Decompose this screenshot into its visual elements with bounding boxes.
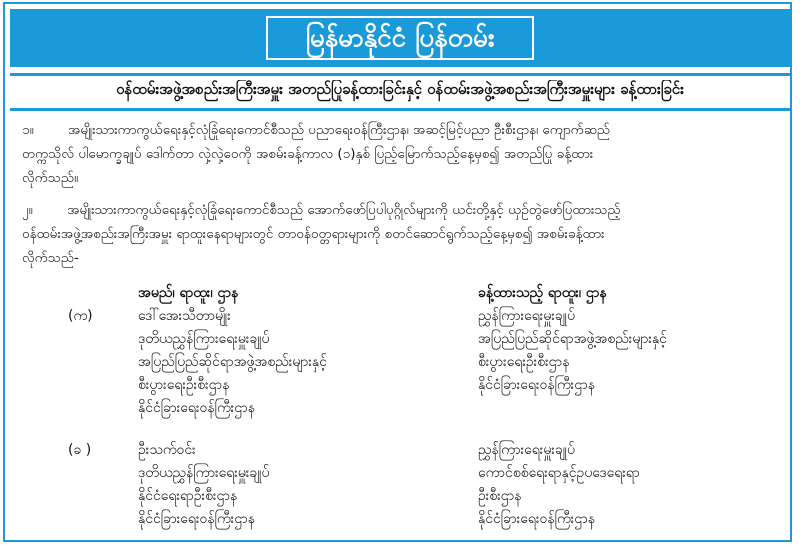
appointee-b-name-line: နိုင်ငံခြားရေးဝန်ကြီးဌာန xyxy=(138,511,255,527)
appointee-a-name-line: စီးပွားရေးဦးစီးဌာန xyxy=(138,377,230,393)
appointee-a-name xyxy=(138,305,327,420)
appointee-b-label: (ခ ) xyxy=(68,442,92,458)
appointee-a-post-line: စီးပွားရေးဦးစီးဌာန xyxy=(478,354,570,370)
appointee-b-name-line: နိုင်ငံရေးရာဦးစီးဌာန xyxy=(138,488,238,504)
appointee-a-post-line: အပြည်ပြည်ဆိုင်ရာအဖွဲ့အစည်းများနှင့် xyxy=(478,331,667,347)
banner-title: မြန်မာနိုင်ငံ ပြန်တမ်း xyxy=(266,16,535,60)
paragraph-2-text: အမျိုးသားကာကွယ်ရေးနှင့်လုံခြုံရေးကောင်စီသည် အောက်ဖော်ပြပါပုဂ္ဂိုလ်များကို ယင်းတို့နှင့် ယှဉ်တွဲဖော်ပြထားသည့် ဝန်ထမ်းအဖွဲ့အစည်းအကြီးအမှူး ရာထူးနေရာများတွင် တာဝန်ဝတ္တရားများကို စတင်ဆောင်ရွက်သည့်နေ့မှစ၍ အစမ်းခန့်ထား လိုက်သည်- xyxy=(22,202,621,266)
banner xyxy=(10,9,790,67)
appointee-a-name-line: အပြည်ပြည်ဆိုင်ရာအဖွဲ့အစည်းများနှင့် xyxy=(138,354,327,370)
appointee-a-name-line: ဒေါ်အေးသီတာမျိုး xyxy=(138,308,231,324)
paragraph-1 xyxy=(22,118,782,190)
paragraph-1-text: အမျိုးသားကာကွယ်ရေးနှင့်လုံခြုံရေးကောင်စီသည် ပညာရေးဝန်ကြီးဌာန၊ အဆင့်မြင့်ပညာ ဦးစီးဌာန၊ ကျောက်ဆည် တက္ကသိုလ် ပါမောက္ခချုပ် ဒေါက်တာ လှဲ့လှဲ့ဝေကို အစမ်းခန့်ကာလ (၁)နှစ် ပြည့်မြောက်သည့်နေ့မှစ၍ အတည်ပြု ခန့်ထား လိုက်သည်။ xyxy=(22,122,610,186)
appointee-b-name-line: ဒုတိယညွှန်ကြားရေးမှူးချုပ် xyxy=(138,465,270,481)
appointee-b-post-line: ညွှန်ကြားရေးမှူးချုပ် xyxy=(478,442,575,458)
notice-heading: ဝန်ထမ်းအဖွဲ့အစည်းအကြီးအမှူး အတည်ပြုခန့်ထားခြင်းနှင့် ဝန်ထမ်းအဖွဲ့အစည်းအကြီးအမှူးများ ခန့်ထားခြင်း xyxy=(116,80,684,98)
appointee-a-post-line: ညွှန်ကြားရေးမှူးချုပ် xyxy=(478,308,575,324)
paragraph-2 xyxy=(22,198,782,270)
appointee-b-name-line: ဦးသက်ဝင်း xyxy=(138,442,196,458)
appointee-b-post-line: ဦးစီးဌာန xyxy=(478,488,522,504)
paragraph-1-number: ၁။ xyxy=(22,122,34,138)
column-header-post: ခန့်ထားသည့် ရာထူး၊ ဌာန xyxy=(478,285,607,301)
heading-divider xyxy=(10,108,790,111)
appointee-a-post-line: နိုင်ငံခြားရေးဝန်ကြီးဌာန xyxy=(478,377,595,393)
appointee-a-label: (က) xyxy=(68,308,93,324)
appointee-b-post xyxy=(478,439,640,531)
column-header-name: အမည်၊ ရာထူး၊ ဌာန xyxy=(138,285,239,301)
appointee-b-name xyxy=(138,439,270,531)
appointee-b-post-line: နိုင်ငံခြားရေးဝန်ကြီးဌာန xyxy=(478,511,595,527)
title-divider xyxy=(10,73,790,76)
appointee-b-post-line: ကောင်စစ်ရေးရာနှင့်ဥပဒေရေးရာ xyxy=(478,465,640,481)
appointee-a-name-line: ဒုတိယညွှန်ကြားရေးမှူးချုပ် xyxy=(138,331,270,347)
appointee-a-post xyxy=(478,305,667,397)
paragraph-2-number: ၂။ xyxy=(22,202,33,218)
appointee-a-name-line: နိုင်ငံခြားရေးဝန်ကြီးဌာန xyxy=(138,400,255,416)
